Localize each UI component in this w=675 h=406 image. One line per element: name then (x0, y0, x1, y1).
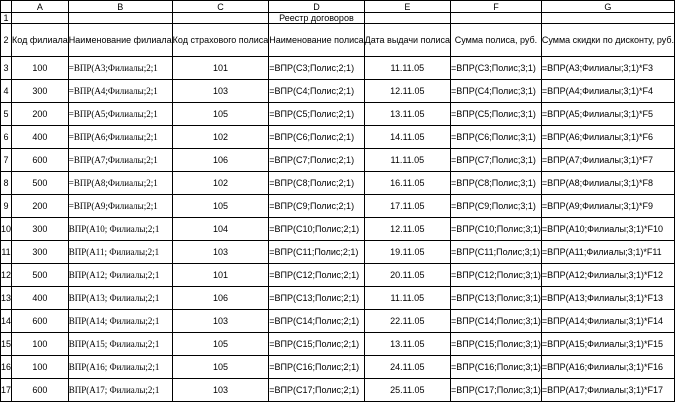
table-row (1, 379, 675, 402)
cell-branch-formula[interactable]: ВПР(A15; Филиалы;2;1 (68, 333, 172, 356)
row-header[interactable]: 9 (1, 195, 12, 218)
cell-policy-sum-formula[interactable]: =ВПР(C8;Полис;3;1) (451, 172, 542, 195)
cell-branch-formula[interactable]: ВПР(A16; Филиалы;2;1 (68, 356, 172, 379)
cell-policy-code[interactable]: 103 (172, 80, 269, 103)
row-header[interactable]: 15 (1, 333, 12, 356)
cell-branch-formula[interactable]: =ВПР(A3;Филиалы;2;1 (68, 57, 172, 80)
cell-policy-sum-formula[interactable]: =ВПР(C3;Полис;3;1) (451, 57, 542, 80)
cell-policy-name-formula[interactable]: =ВПР(C12;Полис;2;1) (269, 264, 364, 287)
cell-policy-name-formula[interactable]: =ВПР(C9;Полис;2;1) (269, 195, 364, 218)
table-row (1, 149, 675, 172)
cell-policy-name-formula[interactable]: =ВПР(C11;Полис;2;1) (269, 241, 364, 264)
cell-branch-formula[interactable]: =ВПР(A4;Филиалы;2;1 (68, 80, 172, 103)
cell-branch-formula[interactable]: ВПР(A14; Филиалы;2;1 (68, 310, 172, 333)
cell-policy-name-formula[interactable]: =ВПР(C5;Полис;2;1) (269, 103, 364, 126)
cell-branch-formula[interactable]: ВПР(A12; Филиалы;2;1 (68, 264, 172, 287)
row-header[interactable]: 16 (1, 356, 12, 379)
cell-policy-code[interactable]: 103 (172, 379, 269, 402)
header-branch-code[interactable]: Код филиала (12, 24, 69, 57)
cell-discount-formula[interactable]: =ВПР(A9;Филиалы;3;1)*F9 (541, 195, 674, 218)
cell-branch-formula[interactable]: =ВПР(A7;Филиалы;2;1 (68, 149, 172, 172)
cell-policy-sum-formula[interactable]: =ВПР(C12;Полис;3;1) (451, 264, 542, 287)
cell-issue-date[interactable]: 11.11.05 (364, 57, 450, 80)
cell-policy-sum-formula[interactable]: =ВПР(C14;Полис;3;1) (451, 310, 542, 333)
cell-policy-name-formula[interactable]: =ВПР(C6;Полис;2;1) (269, 126, 364, 149)
cell-policy-name-formula[interactable]: =ВПР(C8;Полис;2;1) (269, 172, 364, 195)
cell-branch-code[interactable]: 100 (12, 333, 69, 356)
cell-policy-name-formula[interactable]: =ВПР(C4;Полис;2;1) (269, 80, 364, 103)
cell-issue-date[interactable]: 25.11.05 (364, 379, 450, 402)
header-issue-date[interactable]: Дата выдачи полиса (364, 24, 450, 57)
cell-discount-formula[interactable]: =ВПР(A4;Филиалы;3;1)*F4 (541, 80, 674, 103)
cell-discount-formula[interactable]: =ВПР(A11;Филиалы;3;1)*F11 (541, 241, 674, 264)
row-header-2[interactable]: 2 (1, 24, 12, 57)
table-row (1, 218, 675, 241)
cell-branch-formula[interactable]: ВПР(A10; Филиалы;2;1 (68, 218, 172, 241)
cell-branch-formula[interactable]: ВПР(A11; Филиалы;2;1 (68, 241, 172, 264)
cell-e1[interactable] (364, 13, 450, 24)
cell-branch-code[interactable]: 600 (12, 310, 69, 333)
cell-branch-code[interactable]: 200 (12, 103, 69, 126)
title-row (1, 13, 675, 24)
table-row (1, 172, 675, 195)
table-row (1, 126, 675, 149)
cell-policy-name-formula[interactable]: =ВПР(C17;Полис;2;1) (269, 379, 364, 402)
cell-discount-formula[interactable]: =ВПР(A6;Филиалы;3;1)*F6 (541, 126, 674, 149)
cell-b1[interactable] (68, 13, 172, 24)
cell-policy-code[interactable]: 101 (172, 264, 269, 287)
cell-issue-date[interactable]: 20.11.05 (364, 264, 450, 287)
cell-c1[interactable] (172, 13, 269, 24)
cell-policy-sum-formula[interactable]: =ВПР(C15;Полис;3;1) (451, 333, 542, 356)
column-header-f[interactable]: F (451, 1, 542, 13)
cell-branch-formula[interactable]: =ВПР(A5;Филиалы;2;1 (68, 103, 172, 126)
cell-policy-name-formula[interactable]: =ВПР(C16;Полис;2;1) (269, 356, 364, 379)
cell-branch-code[interactable]: 100 (12, 57, 69, 80)
cell-policy-code[interactable]: 105 (172, 356, 269, 379)
cell-discount-formula[interactable]: =ВПР(A15;Филиалы;3;1)*F15 (541, 333, 674, 356)
cell-issue-date[interactable]: 16.11.05 (364, 172, 450, 195)
cell-policy-code[interactable]: 103 (172, 310, 269, 333)
cell-policy-name-formula[interactable]: =ВПР(C14;Полис;2;1) (269, 310, 364, 333)
cell-discount-formula[interactable]: =ВПР(A3;Филиалы;3;1)*F3 (541, 57, 674, 80)
table-row (1, 287, 675, 310)
row-header[interactable]: 17 (1, 379, 12, 402)
cell-branch-code[interactable]: 400 (12, 126, 69, 149)
select-all-corner[interactable] (1, 1, 12, 13)
header-policy-name[interactable]: Наименование полиса (269, 24, 364, 57)
table-row (1, 356, 675, 379)
cell-issue-date[interactable]: 24.11.05 (364, 356, 450, 379)
row-header[interactable]: 14 (1, 310, 12, 333)
cell-branch-code[interactable]: 300 (12, 241, 69, 264)
cell-policy-sum-formula[interactable]: =ВПР(C4;Полис;3;1) (451, 80, 542, 103)
table-row (1, 241, 675, 264)
cell-branch-formula[interactable]: ВПР(A17; Филиалы;2;1 (68, 379, 172, 402)
row-header-1[interactable]: 1 (1, 13, 12, 24)
header-policy-code[interactable]: Код страхового полиса (172, 24, 269, 57)
row-header[interactable]: 4 (1, 80, 12, 103)
header-discount-sum[interactable]: Сумма скидки по дисконту, руб. (541, 24, 674, 57)
cell-issue-date[interactable]: 13.11.05 (364, 333, 450, 356)
header-policy-sum[interactable]: Сумма полиса, руб. (451, 24, 542, 57)
table-row (1, 80, 675, 103)
row-header[interactable]: 10 (1, 218, 12, 241)
header-branch-name[interactable]: Наименование филиала (68, 24, 172, 57)
cell-branch-formula[interactable]: =ВПР(A6;Филиалы;2;1 (68, 126, 172, 149)
cell-branch-formula[interactable]: =ВПР(A9;Филиалы;2;1 (68, 195, 172, 218)
row-header[interactable]: 5 (1, 103, 12, 126)
cell-issue-date[interactable]: 13.11.05 (364, 103, 450, 126)
cell-branch-code[interactable]: 300 (12, 80, 69, 103)
column-header-a[interactable]: A (12, 1, 69, 13)
cell-policy-sum-formula[interactable]: =ВПР(C16;Полис;3;1) (451, 356, 542, 379)
cell-issue-date[interactable]: 22.11.05 (364, 310, 450, 333)
sheet-title[interactable]: Реестр договоров (269, 13, 364, 24)
cell-policy-sum-formula[interactable]: =ВПР(C10;Полис;3;1) (451, 218, 542, 241)
cell-issue-date[interactable]: 12.11.05 (364, 80, 450, 103)
column-header-row (1, 1, 675, 13)
cell-discount-formula[interactable]: =ВПР(A16;Филиалы;3;1)*F16 (541, 356, 674, 379)
cell-discount-formula[interactable]: =ВПР(A10;Филиалы;3;1)*F10 (541, 218, 674, 241)
cell-discount-formula[interactable]: =ВПР(A17;Филиалы;3;1)*F17 (541, 379, 674, 402)
cell-issue-date[interactable]: 14.11.05 (364, 126, 450, 149)
cell-policy-code[interactable]: 105 (172, 195, 269, 218)
column-header-d[interactable]: D (269, 1, 364, 13)
cell-policy-sum-formula[interactable]: =ВПР(C11;Полис;3;1) (451, 241, 542, 264)
row-header[interactable]: 6 (1, 126, 12, 149)
cell-branch-code[interactable]: 600 (12, 379, 69, 402)
column-header-b[interactable]: B (68, 1, 172, 13)
cell-issue-date[interactable]: 17.11.05 (364, 195, 450, 218)
cell-policy-sum-formula[interactable]: =ВПР(C6;Полис;3;1) (451, 126, 542, 149)
cell-branch-code[interactable]: 300 (12, 218, 69, 241)
cell-policy-code[interactable]: 105 (172, 333, 269, 356)
cell-policy-name-formula[interactable]: =ВПР(C3;Полис;2;1) (269, 57, 364, 80)
column-header-c[interactable]: C (172, 1, 269, 13)
cell-policy-name-formula[interactable]: =ВПР(C7;Полис;2;1) (269, 149, 364, 172)
cell-discount-formula[interactable]: =ВПР(A13;Филиалы;3;1)*F13 (541, 287, 674, 310)
cell-policy-code[interactable]: 103 (172, 241, 269, 264)
cell-discount-formula[interactable]: =ВПР(A5;Филиалы;3;1)*F5 (541, 103, 674, 126)
table-row (1, 195, 675, 218)
cell-policy-code[interactable]: 104 (172, 218, 269, 241)
row-header[interactable]: 8 (1, 172, 12, 195)
cell-discount-formula[interactable]: =ВПР(A12;Филиалы;3;1)*F12 (541, 264, 674, 287)
cell-policy-sum-formula[interactable]: =ВПР(C13;Полис;3;1) (451, 287, 542, 310)
cell-branch-code[interactable]: 500 (12, 264, 69, 287)
row-header[interactable]: 12 (1, 264, 12, 287)
cell-discount-formula[interactable]: =ВПР(A14;Филиалы;3;1)*F14 (541, 310, 674, 333)
cell-g1[interactable] (541, 13, 674, 24)
table-row (1, 264, 675, 287)
cell-branch-code[interactable]: 600 (12, 149, 69, 172)
row-header[interactable]: 13 (1, 287, 12, 310)
cell-policy-code[interactable]: 101 (172, 57, 269, 80)
cell-issue-date[interactable]: 12.11.05 (364, 218, 450, 241)
cell-policy-sum-formula[interactable]: =ВПР(C9;Полис;3;1) (451, 195, 542, 218)
cell-branch-code[interactable]: 500 (12, 172, 69, 195)
column-header-e[interactable]: E (364, 1, 450, 13)
cell-policy-sum-formula[interactable]: =ВПР(C5;Полис;3;1) (451, 103, 542, 126)
column-header-g[interactable]: G (541, 1, 674, 13)
cell-issue-date[interactable]: 11.11.05 (364, 149, 450, 172)
cell-issue-date[interactable]: 19.11.05 (364, 241, 450, 264)
cell-branch-formula[interactable]: =ВПР(A8;Филиалы;2;1 (68, 172, 172, 195)
cell-a1[interactable] (12, 13, 69, 24)
cell-branch-code[interactable]: 100 (12, 356, 69, 379)
row-header[interactable]: 7 (1, 149, 12, 172)
row-header[interactable]: 3 (1, 57, 12, 80)
cell-branch-code[interactable]: 400 (12, 287, 69, 310)
cell-issue-date[interactable]: 11.11.05 (364, 287, 450, 310)
cell-branch-code[interactable]: 200 (12, 195, 69, 218)
cell-policy-code[interactable]: 102 (172, 172, 269, 195)
cell-policy-code[interactable]: 106 (172, 287, 269, 310)
table-row (1, 333, 675, 356)
cell-discount-formula[interactable]: =ВПР(A7;Филиалы;3;1)*F7 (541, 149, 674, 172)
cell-policy-name-formula[interactable]: =ВПР(C10;Полис;2;1) (269, 218, 364, 241)
cell-policy-code[interactable]: 105 (172, 103, 269, 126)
cell-f1[interactable] (451, 13, 542, 24)
table-row (1, 57, 675, 80)
cell-branch-formula[interactable]: ВПР(A13; Филиалы;2;1 (68, 287, 172, 310)
cell-policy-code[interactable]: 102 (172, 126, 269, 149)
row-header[interactable]: 11 (1, 241, 12, 264)
header-row (1, 24, 675, 57)
cell-policy-sum-formula[interactable]: =ВПР(C17;Полис;3;1) (451, 379, 542, 402)
cell-policy-code[interactable]: 106 (172, 149, 269, 172)
table-row (1, 103, 675, 126)
table-row (1, 310, 675, 333)
cell-policy-sum-formula[interactable]: =ВПР(C7;Полис;3;1) (451, 149, 542, 172)
cell-policy-name-formula[interactable]: =ВПР(C13;Полис;2;1) (269, 287, 364, 310)
cell-discount-formula[interactable]: =ВПР(A8;Филиалы;3;1)*F8 (541, 172, 674, 195)
cell-policy-name-formula[interactable]: =ВПР(C15;Полис;2;1) (269, 333, 364, 356)
